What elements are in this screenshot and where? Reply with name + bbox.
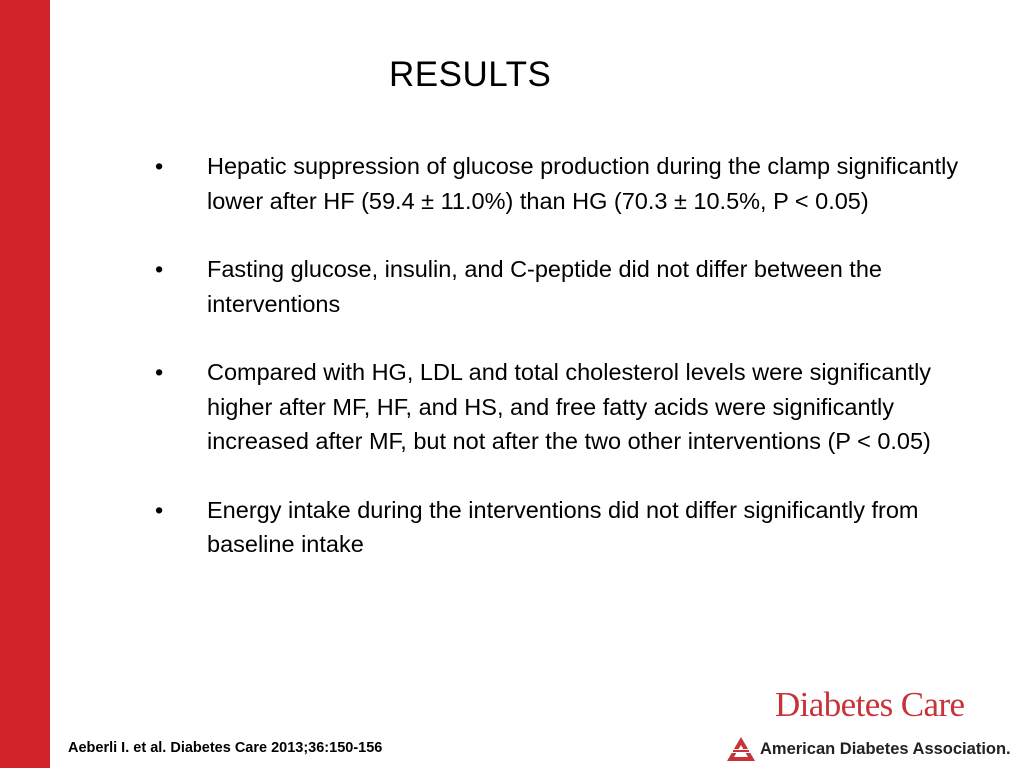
bullet-dot: • (155, 359, 164, 385)
bullet-item (150, 355, 990, 459)
ada-triangle-logo-icon (726, 736, 756, 762)
bullet-item (150, 149, 990, 218)
bullet-text: Energy intake during the interventions did not differ significantly from baseline intake (207, 496, 919, 557)
bullet-dot: • (155, 496, 164, 523)
diabetes-care-logo: Diabetes Care (775, 685, 965, 724)
bullet-text: Fasting glucose, insulin, and C-peptide did not differ between the interventions (207, 256, 882, 317)
bullet-item (150, 493, 990, 562)
left-accent-bar (0, 0, 50, 768)
slide-title: RESULTS (389, 55, 552, 94)
bullet-dot: • (155, 153, 164, 179)
bullet-text: Compared with HG, LDL and total cholesterol levels were significantly higher after MF, HF, and HS, and free fatty acids were significantly increased after MF, but not after the two other interventions (P < 0.05) (207, 359, 932, 454)
bullet-dot: • (155, 256, 164, 282)
ada-logo (726, 736, 1011, 762)
bullet-text: Hepatic suppression of glucose production during the clamp significantly lower after HF (59.4 ± 11.0%) than HG (70.3 ± 10.5%, P < 0.05) (207, 153, 959, 214)
citation: Aeberli I. et al. Diabetes Care 2013;36:150-156 (68, 740, 383, 756)
bullet-item (150, 252, 990, 321)
ada-name: American Diabetes Association. (760, 739, 1011, 758)
bullet-list (150, 149, 990, 596)
